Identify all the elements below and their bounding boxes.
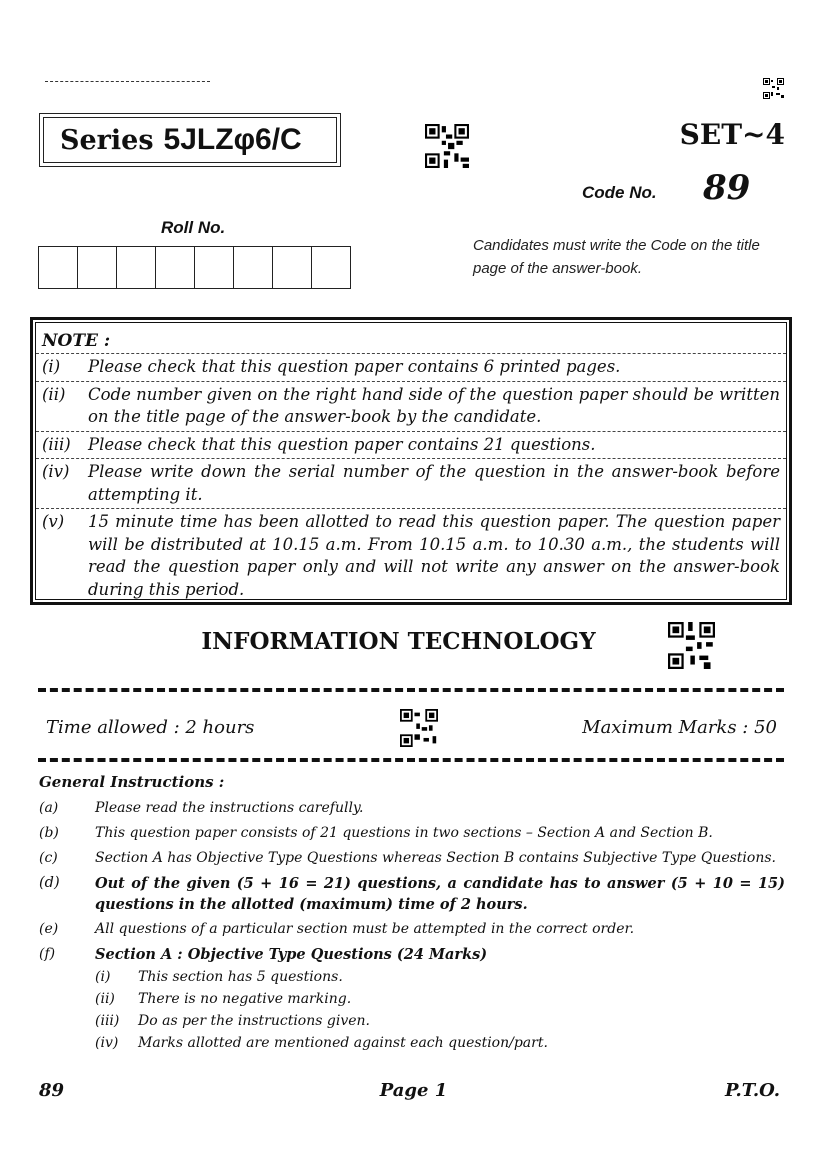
instruction-number: (a): [39, 800, 59, 816]
roll-no-box[interactable]: [117, 247, 156, 288]
roll-no-box[interactable]: [312, 247, 350, 288]
general-instructions-heading: General Instructions :: [39, 773, 225, 791]
qr-code-icon: [763, 78, 784, 99]
instruction-number: (b): [39, 825, 59, 841]
instruction-text: All questions of a particular section must be attempted in the correct order.: [95, 921, 635, 937]
sub-instruction-text: Do as per the instructions given.: [138, 1013, 370, 1029]
roll-no-box[interactable]: [273, 247, 312, 288]
note-item-text: Please check that this question paper contains 6 printed pages.: [88, 357, 621, 376]
qr-code-icon: [668, 622, 715, 669]
note-item-number: (ii): [42, 384, 66, 404]
instruction-text: This question paper consists of 21 questions in two sections – Section A and Section B.: [95, 825, 713, 841]
sub-instruction-item: [95, 1033, 785, 1054]
sub-instruction-text: This section has 5 questions.: [138, 969, 343, 985]
roll-no-box[interactable]: [195, 247, 234, 288]
note-title: NOTE :: [36, 323, 786, 354]
note-item-text: Please check that this question paper contains 21 questions.: [88, 434, 596, 454]
instruction-text: Section A : Objective Type Questions (24 Marks): [95, 946, 488, 963]
sub-instruction-item: [95, 989, 785, 1010]
note-item: [36, 432, 786, 460]
qr-code-icon: [400, 709, 438, 747]
candidates-note: Candidates must write the Code on the title page of the answer-book.: [473, 237, 760, 277]
series-code: 5JLZφ6/C: [163, 123, 302, 156]
qr-code-icon: [425, 124, 469, 168]
sub-instruction-number: (iv): [95, 1035, 119, 1051]
series-label: Series: [60, 124, 154, 156]
note-item: [36, 354, 786, 382]
footer-code: 89: [39, 1080, 65, 1101]
note-item-number: (iii): [42, 434, 71, 454]
note-item-number: (iv): [42, 462, 70, 481]
roll-no-boxes[interactable]: [38, 246, 351, 289]
sub-instruction-number: (iii): [95, 1013, 120, 1029]
series-box: [39, 113, 341, 167]
top-rule: [45, 81, 210, 82]
footer-pto: P.T.O.: [724, 1080, 780, 1101]
note-box: [30, 317, 792, 605]
sub-instruction-number: (ii): [95, 991, 115, 1007]
dashed-divider: [38, 758, 784, 762]
instruction-text: Please read the instructions carefully.: [95, 800, 364, 816]
instruction-number: (c): [39, 850, 58, 866]
instruction-number: (e): [39, 921, 59, 937]
note-item-text: Please write down the serial number of the question in the answer-book before attempting it.: [88, 462, 780, 504]
instruction-item: [39, 798, 785, 819]
roll-no-box[interactable]: [39, 247, 78, 288]
sub-instruction-text: Marks allotted are mentioned against each question/part.: [138, 1035, 548, 1051]
instruction-number: (d): [39, 875, 60, 891]
maximum-marks: Maximum Marks : 50: [582, 717, 777, 738]
note-item-number: (i): [42, 357, 61, 376]
instruction-item: [39, 848, 785, 869]
sub-instruction-text: There is no negative marking.: [138, 991, 352, 1007]
sub-instruction-number: (i): [95, 969, 111, 985]
note-item-text: Code number given on the right hand side of the question paper should be written on the title page of the answer-book by the candidate.: [88, 384, 780, 426]
roll-no-box[interactable]: [156, 247, 195, 288]
instruction-number: (f): [39, 946, 56, 962]
note-item-text: 15 minute time has been allotted to read this question paper. The question paper will be distributed at 10.15 a.m. From 10.15 a.m. to 10.30 a.m., the students will read the question paper only and will not write any answer on the answer-book during this period.: [88, 512, 780, 599]
roll-no-box[interactable]: [78, 247, 117, 288]
instruction-text: Out of the given (5 + 16 = 21) questions, a candidate has to answer (5 + 10 = 15) questions in the allotted (maximum) time of 2 hours.: [95, 875, 785, 913]
sub-instruction-item: [95, 967, 785, 988]
dashed-divider: [38, 688, 784, 692]
set-label: SET~4: [679, 118, 785, 151]
sub-instruction-item: [95, 1011, 785, 1032]
instruction-item: [39, 823, 785, 844]
instruction-item: [39, 873, 785, 915]
roll-no-box[interactable]: [234, 247, 273, 288]
code-no-value: 89: [703, 168, 751, 208]
instruction-text: Section A has Objective Type Questions whereas Section B contains Subjective Type Questions.: [95, 850, 776, 866]
instruction-item: [39, 944, 785, 965]
subject-title-text: INFORMATION TECHNOLOGY: [201, 628, 596, 655]
note-item: [36, 382, 786, 432]
footer-page-number: Page 1: [379, 1080, 448, 1101]
note-item: [36, 459, 786, 509]
code-no-label: Code No.: [582, 183, 657, 202]
roll-no-label: Roll No.: [161, 218, 226, 237]
time-allowed: Time allowed : 2 hours: [46, 717, 255, 738]
note-item: [36, 509, 786, 603]
note-item-number: (v): [42, 512, 65, 531]
instruction-item: [39, 919, 785, 940]
